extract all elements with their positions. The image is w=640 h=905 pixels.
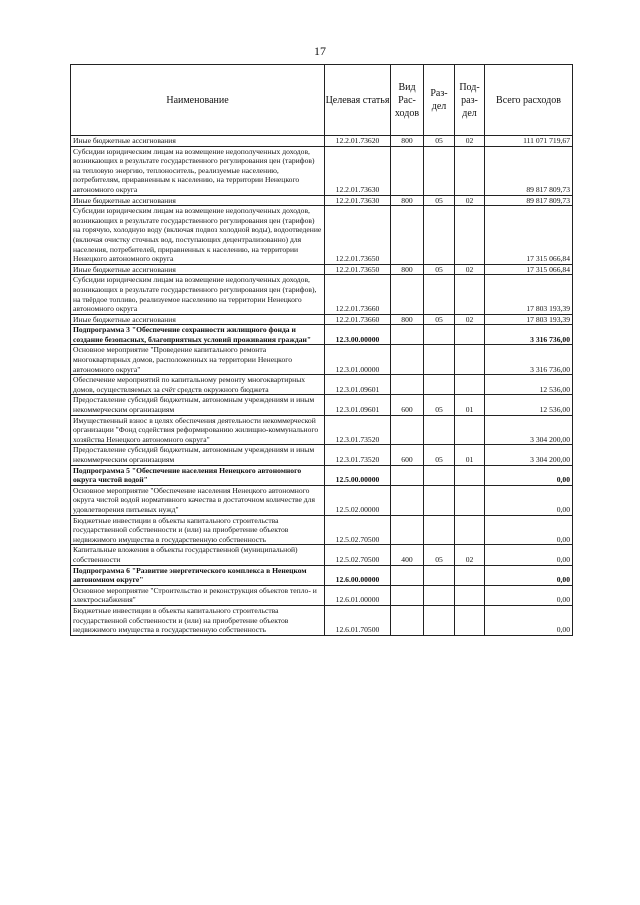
row-section: 05 (424, 136, 455, 147)
table-header-row (71, 65, 573, 136)
table-row (71, 415, 573, 445)
row-name: Иные бюджетные ассигнования (71, 314, 325, 325)
row-amount: 3 304 200,00 (485, 415, 573, 445)
table-row (71, 146, 573, 195)
budget-table-body (71, 136, 573, 636)
row-section (424, 206, 455, 265)
row-amount: 17 315 066,84 (485, 206, 573, 265)
row-amount: 0,00 (485, 465, 573, 485)
row-amount: 0,00 (485, 515, 573, 545)
table-row (71, 136, 573, 147)
row-target-article: 12.3.01.73520 (325, 445, 391, 465)
row-subsection (455, 485, 485, 515)
row-amount: 0,00 (485, 565, 573, 585)
table-row (71, 585, 573, 605)
row-name: Основное мероприятие "Строительство и реконструкция объектов тепло- и электроснабжения" (71, 585, 325, 605)
row-subsection (455, 605, 485, 635)
row-name: Иные бюджетные ассигнования (71, 136, 325, 147)
table-row (71, 605, 573, 635)
header-expense-type: Вид Рас-ходов (391, 65, 424, 136)
row-amount: 17 803 193,39 (485, 275, 573, 314)
row-name: Субсидии юридическим лицам на возмещение недополученных доходов, возникающих в результате государственного регулирования цен (тарифов) на тепловую энергию, теплоноситель, реализуемые населению, потребителям, приравненным к населению, на территории Ненецкого автономного округа (71, 146, 325, 195)
row-expense-type (391, 325, 424, 345)
row-subsection: 02 (455, 314, 485, 325)
row-section: 05 (424, 264, 455, 275)
row-name: Капитальные вложения в объекты государственной (муниципальной) собственности (71, 545, 325, 565)
table-row (71, 325, 573, 345)
row-section: 05 (424, 545, 455, 565)
row-section (424, 146, 455, 195)
header-total-expenses: Всего расходов (485, 65, 573, 136)
header-subsection: Под-раз-дел (455, 65, 485, 136)
row-amount: 3 304 200,00 (485, 445, 573, 465)
row-target-article: 12.2.01.73630 (325, 195, 391, 206)
row-expense-type (391, 565, 424, 585)
row-section (424, 375, 455, 395)
row-amount: 3 316 736,00 (485, 325, 573, 345)
table-row (71, 345, 573, 375)
row-expense-type: 400 (391, 545, 424, 565)
row-subsection (455, 465, 485, 485)
table-row (71, 395, 573, 415)
row-amount: 3 316 736,00 (485, 345, 573, 375)
row-subsection: 02 (455, 195, 485, 206)
row-subsection (455, 375, 485, 395)
row-name: Имущественный взнос в целях обеспечения деятельности некоммерческой организации "Фонд содействия реформированию жилищно-коммунального хозяйства Ненецкого автономного округа" (71, 415, 325, 445)
header-section: Раз-дел (424, 65, 455, 136)
row-expense-type (391, 585, 424, 605)
row-expense-type (391, 465, 424, 485)
row-target-article: 12.5.02.00000 (325, 485, 391, 515)
header-name: Наименование (71, 65, 325, 136)
row-name: Обеспечение мероприятий по капитальному ремонту многоквартирных домов, осуществляемых за счёт средств окружного бюджета (71, 375, 325, 395)
row-expense-type (391, 485, 424, 515)
row-subsection: 02 (455, 545, 485, 565)
table-row (71, 445, 573, 465)
row-expense-type (391, 345, 424, 375)
row-target-article: 12.5.02.70500 (325, 545, 391, 565)
row-target-article: 12.3.01.73520 (325, 415, 391, 445)
table-row (71, 206, 573, 265)
table-row (71, 314, 573, 325)
table-row (71, 545, 573, 565)
table-row (71, 375, 573, 395)
row-name: Предоставление субсидий бюджетным, автономным учреждениям и иным некоммерческим организациям (71, 445, 325, 465)
row-target-article: 12.6.01.70500 (325, 605, 391, 635)
table-row (71, 515, 573, 545)
row-target-article: 12.2.01.73630 (325, 146, 391, 195)
row-subsection (455, 565, 485, 585)
row-name: Иные бюджетные ассигнования (71, 195, 325, 206)
row-section (424, 485, 455, 515)
row-name: Подпрограмма 3 "Обеспечение сохранности жилищного фонда и создание безопасных, благоприятных условий проживания граждан" (71, 325, 325, 345)
row-section (424, 515, 455, 545)
row-expense-type (391, 146, 424, 195)
row-target-article: 12.6.01.00000 (325, 585, 391, 605)
row-section: 05 (424, 314, 455, 325)
table-row (71, 565, 573, 585)
row-target-article: 12.2.01.73620 (325, 136, 391, 147)
row-expense-type: 600 (391, 395, 424, 415)
table-row (71, 275, 573, 314)
table-row (71, 485, 573, 515)
row-name: Предоставление субсидий бюджетным, автономным учреждениям и иным некоммерческим организациям (71, 395, 325, 415)
row-expense-type: 600 (391, 445, 424, 465)
table-row (71, 264, 573, 275)
row-target-article: 12.3.01.00000 (325, 345, 391, 375)
row-subsection (455, 515, 485, 545)
row-name: Подпрограмма 5 "Обеспечение населения Ненецкого автономного округа чистой водой" (71, 465, 325, 485)
row-expense-type: 800 (391, 195, 424, 206)
row-target-article: 12.3.00.00000 (325, 325, 391, 345)
row-name: Субсидии юридическим лицам на возмещение недополученных доходов, возникающих в результате государственного регулирования цен (тарифов) на горячую, холодную воду (включая подвоз холодной воды), водоотведение (включая очистку сточных вод, поступающих децентрализованно) для населения, потребителей, приравненных к населению, на территории Ненецкого автономного округа (71, 206, 325, 265)
row-amount: 17 315 066,84 (485, 264, 573, 275)
row-section (424, 465, 455, 485)
row-subsection (455, 325, 485, 345)
row-subsection (455, 206, 485, 265)
budget-table (70, 64, 573, 636)
row-target-article: 12.2.01.73660 (325, 314, 391, 325)
table-row (71, 465, 573, 485)
row-target-article: 12.3.01.09601 (325, 375, 391, 395)
row-section (424, 605, 455, 635)
row-name: Основное мероприятие "Обеспечение населения Ненецкого автономного округа чистой водой нормативного качества в достаточном количестве для удовлетворения питьевых нужд" (71, 485, 325, 515)
row-target-article: 12.3.01.09601 (325, 395, 391, 415)
row-section: 05 (424, 445, 455, 465)
row-target-article: 12.2.01.73650 (325, 264, 391, 275)
row-amount: 0,00 (485, 545, 573, 565)
row-subsection: 02 (455, 264, 485, 275)
row-target-article: 12.2.01.73660 (325, 275, 391, 314)
row-target-article: 12.5.00.00000 (325, 465, 391, 485)
row-amount: 89 817 809,73 (485, 195, 573, 206)
row-expense-type (391, 275, 424, 314)
row-amount: 17 803 193,39 (485, 314, 573, 325)
row-subsection (455, 345, 485, 375)
row-expense-type: 800 (391, 264, 424, 275)
row-amount: 12 536,00 (485, 395, 573, 415)
row-section: 05 (424, 395, 455, 415)
row-subsection (455, 585, 485, 605)
row-target-article: 12.2.01.73650 (325, 206, 391, 265)
page-number: 17 (314, 44, 326, 58)
table-row (71, 195, 573, 206)
row-name: Иные бюджетные ассигнования (71, 264, 325, 275)
row-name: Подпрограмма 6 "Развитие энергетического комплекса в Ненецком автономном округе" (71, 565, 325, 585)
row-target-article: 12.5.02.70500 (325, 515, 391, 545)
row-section (424, 565, 455, 585)
row-amount: 0,00 (485, 485, 573, 515)
row-amount: 111 071 719,67 (485, 136, 573, 147)
row-section (424, 275, 455, 314)
row-section: 05 (424, 195, 455, 206)
row-name: Основное мероприятие "Проведение капитального ремонта многоквартирных домов, расположенных на территории Ненецкого автономного округа" (71, 345, 325, 375)
row-expense-type (391, 515, 424, 545)
row-amount: 0,00 (485, 585, 573, 605)
row-amount: 89 817 809,73 (485, 146, 573, 195)
row-name: Бюджетные инвестиции в объекты капитального строительства государственной собственности и (или) на приобретение объектов недвижимого имущества в государственную собственность (71, 515, 325, 545)
row-expense-type (391, 206, 424, 265)
row-section (424, 415, 455, 445)
row-subsection: 01 (455, 445, 485, 465)
row-amount: 12 536,00 (485, 375, 573, 395)
row-expense-type (391, 415, 424, 445)
row-subsection (455, 275, 485, 314)
row-subsection: 02 (455, 136, 485, 147)
row-expense-type: 800 (391, 136, 424, 147)
row-expense-type (391, 375, 424, 395)
row-name: Бюджетные инвестиции в объекты капитального строительства государственной собственности и (или) на приобретение объектов недвижимого имущества в государственную собственность (71, 605, 325, 635)
row-amount: 0,00 (485, 605, 573, 635)
header-target-article: Целевая статья (325, 65, 391, 136)
row-name: Субсидии юридическим лицам на возмещение недополученных доходов, возникающих в результате государственного регулирования цен (тарифов), на твёрдое топливо, реализуемое населению на территории Ненецкого автономного округа (71, 275, 325, 314)
row-section (424, 585, 455, 605)
row-expense-type (391, 605, 424, 635)
row-expense-type: 800 (391, 314, 424, 325)
row-subsection: 01 (455, 395, 485, 415)
row-target-article: 12.6.00.00000 (325, 565, 391, 585)
row-section (424, 325, 455, 345)
row-subsection (455, 146, 485, 195)
row-section (424, 345, 455, 375)
row-subsection (455, 415, 485, 445)
